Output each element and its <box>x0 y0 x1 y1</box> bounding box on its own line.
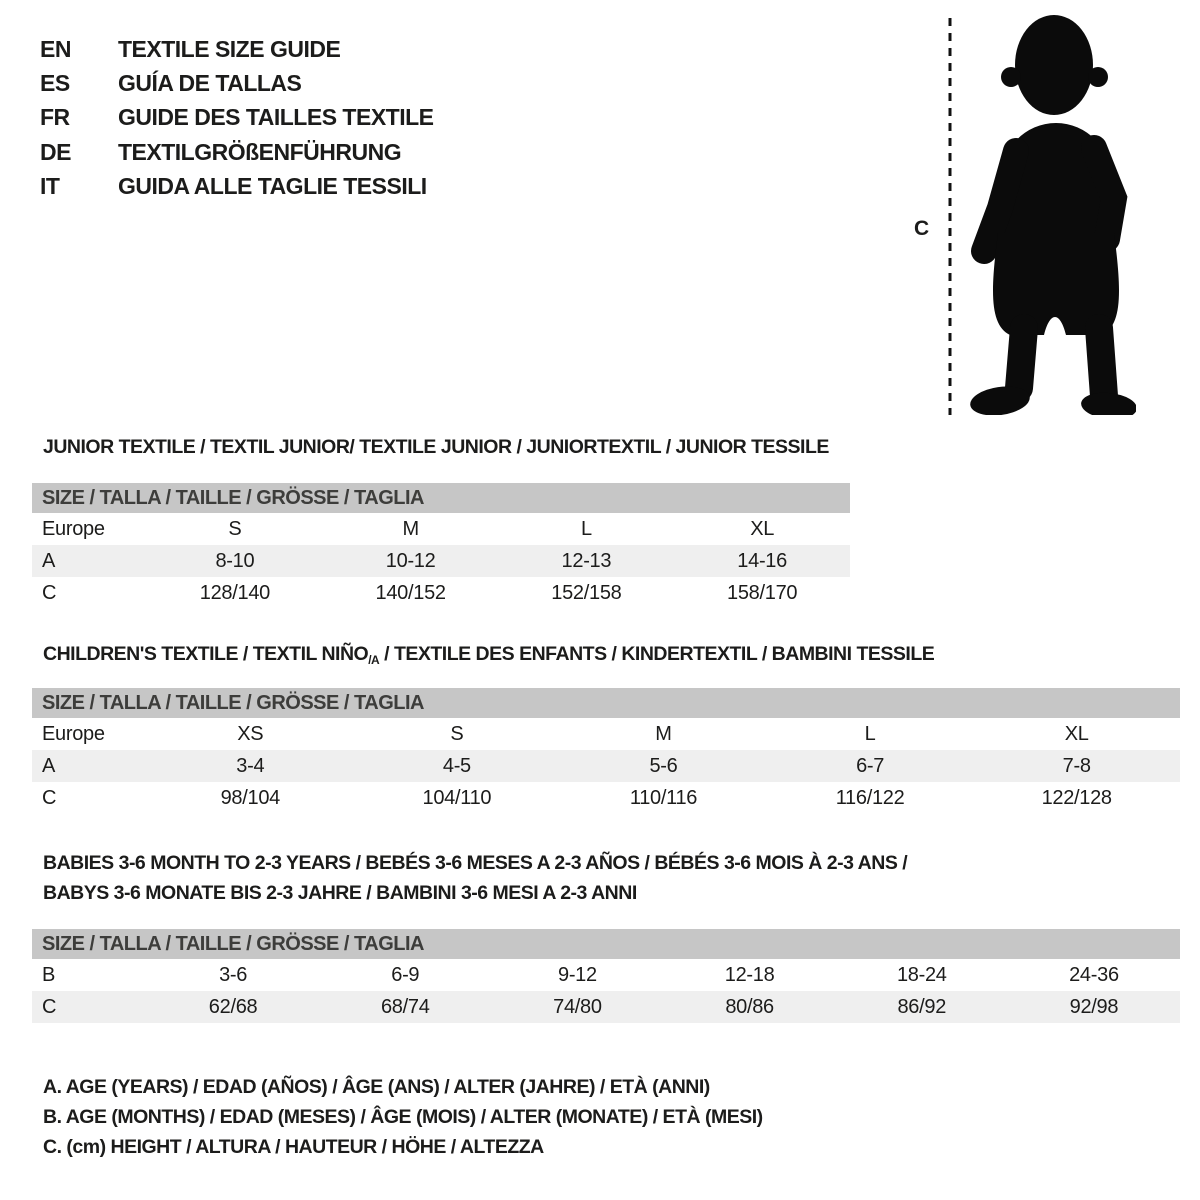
language-title: GUÍA DE TALLAS <box>118 69 302 96</box>
table-cell: 122/128 <box>1041 786 1112 809</box>
table-cell: 80/86 <box>725 995 774 1018</box>
table-cell: 7-8 <box>1062 754 1091 777</box>
row-label: C <box>42 581 57 604</box>
legend-line-a: A. AGE (YEARS) / EDAD (AÑOS) / ÂGE (ANS) / ALTER (JAHRE) / ETÀ (ANNI) <box>43 1076 710 1098</box>
legend-line-c: C. (cm) HEIGHT / ALTURA / HAUTEUR / HÖHE / ALTEZZA <box>43 1136 544 1158</box>
table-cell: M <box>655 722 672 745</box>
table-cell: 86/92 <box>897 995 947 1018</box>
babies-title-line2: BABYS 3-6 MONATE BIS 2-3 JAHRE / BAMBINI 3-6 MESI A 2-3 ANNI <box>43 882 637 904</box>
row-label: B <box>42 963 56 986</box>
table-row <box>32 545 850 577</box>
table-cell: S <box>450 722 464 745</box>
table-cell: S <box>228 517 242 540</box>
language-code: DE <box>40 138 71 165</box>
table-cell: 68/74 <box>380 995 430 1018</box>
table-row <box>32 782 1180 814</box>
measure-label-c: C <box>914 217 930 240</box>
table-cell: 158/170 <box>727 581 798 604</box>
table-cell: 8-10 <box>215 549 255 572</box>
language-code: FR <box>40 104 70 131</box>
table-cell: 24-36 <box>1069 963 1119 986</box>
legend-line-b: B. AGE (MONTHS) / EDAD (MESES) / ÂGE (MOIS) / ALTER (MONATE) / ETÀ (MESI) <box>43 1106 763 1128</box>
language-title: GUIDA ALLE TAGLIE TESSILI <box>118 172 427 199</box>
language-code: IT <box>40 172 60 199</box>
children-title-subscript: /A <box>368 653 380 667</box>
children-section-title <box>43 644 934 670</box>
table-cell: 152/158 <box>551 581 622 604</box>
table-cell: 12-18 <box>724 963 775 986</box>
children-size-table <box>32 688 1180 814</box>
table-cell: 12-13 <box>561 549 612 572</box>
babies-title-line1: BABIES 3-6 MONTH TO 2-3 YEARS / BEBÉS 3-6 MESES A 2-3 AÑOS / BÉBÉS 3-6 MOIS À 2-3 ANS / <box>43 852 908 874</box>
table-cell: 116/122 <box>835 786 905 809</box>
children-title-suffix: / TEXTILE DES ENFANTS / KINDERTEXTIL / BAMBINI TESSILE <box>379 643 935 665</box>
table-row <box>32 513 850 545</box>
table-cell: L <box>580 517 592 540</box>
table-cell: 14-16 <box>737 549 787 572</box>
table-cell: 10-12 <box>385 549 436 572</box>
table-cell: 6-7 <box>856 754 885 777</box>
table-cell: XL <box>750 517 775 540</box>
language-code: ES <box>40 69 70 96</box>
size-header-bar: SIZE / TALLA / TAILLE / GRÖSSE / TAGLIA <box>32 929 1180 959</box>
row-label: C <box>42 995 57 1018</box>
table-cell: 4-5 <box>442 754 471 777</box>
table-cell: 110/116 <box>629 786 698 809</box>
table-row <box>32 577 850 609</box>
table-cell: 3-6 <box>219 963 248 986</box>
table-row <box>32 959 1180 991</box>
row-label: Europe <box>42 517 105 540</box>
table-cell: 5-6 <box>649 754 678 777</box>
table-cell: 98/104 <box>220 786 280 809</box>
table-row <box>32 750 1180 782</box>
table-cell: 140/152 <box>375 581 446 604</box>
table-cell: 9-12 <box>558 963 597 986</box>
children-title-prefix: CHILDREN'S TEXTILE / TEXTIL NIÑO <box>43 643 369 665</box>
language-code: EN <box>40 35 71 62</box>
junior-section-title: JUNIOR TEXTILE / TEXTIL JUNIOR/ TEXTILE JUNIOR / JUNIORTEXTIL / JUNIOR TESSILE <box>43 436 829 458</box>
table-cell: 6-9 <box>391 963 420 986</box>
table-cell: 62/68 <box>208 995 258 1018</box>
language-title: TEXTILGRÖßENFÜHRUNG <box>118 138 402 165</box>
measurement-legend <box>43 1072 763 1162</box>
size-header-bar: SIZE / TALLA / TAILLE / GRÖSSE / TAGLIA <box>32 483 850 513</box>
row-label: C <box>42 786 57 809</box>
table-cell: L <box>864 722 876 745</box>
table-cell: M <box>402 517 419 540</box>
table-cell: 104/110 <box>422 786 492 809</box>
table-cell: 92/98 <box>1069 995 1119 1018</box>
table-row <box>32 718 1180 750</box>
table-cell: 128/140 <box>199 581 270 604</box>
table-cell: 74/80 <box>553 995 602 1018</box>
table-cell: 18-24 <box>896 963 947 986</box>
row-label: A <box>42 549 56 572</box>
table-cell: XL <box>1064 722 1089 745</box>
table-row <box>32 991 1180 1023</box>
size-header-bar: SIZE / TALLA / TAILLE / GRÖSSE / TAGLIA <box>32 688 1180 718</box>
row-label: Europe <box>42 722 105 745</box>
height-measure-line <box>948 18 952 420</box>
language-title: GUIDE DES TAILLES TEXTILE <box>118 104 434 131</box>
measurement-figure <box>0 0 1200 430</box>
language-title: TEXTILE SIZE GUIDE <box>118 35 341 62</box>
baby-silhouette-icon <box>964 13 1136 420</box>
table-cell: 3-4 <box>236 754 265 777</box>
babies-section-title <box>43 848 907 908</box>
table-cell: XS <box>237 722 264 745</box>
junior-size-table <box>32 483 850 609</box>
babies-size-table <box>32 929 1180 1023</box>
row-label: A <box>42 754 56 777</box>
